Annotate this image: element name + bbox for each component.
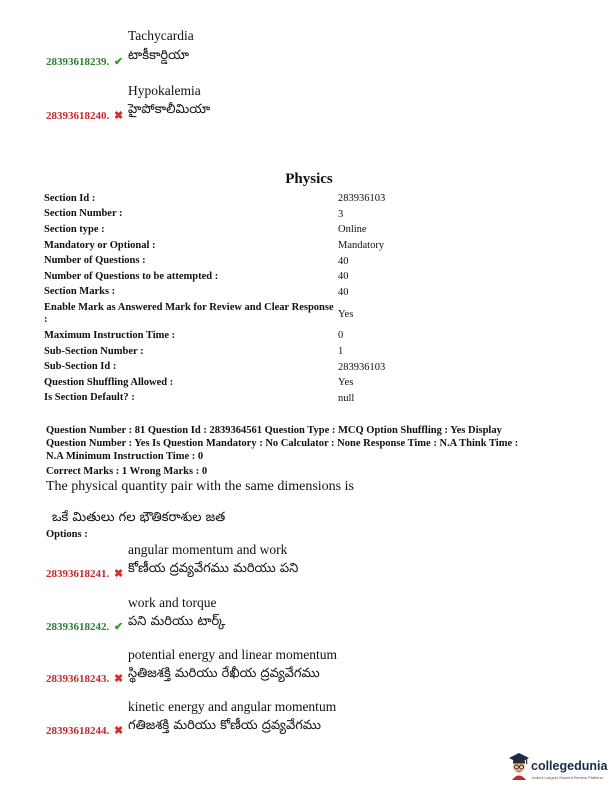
table-row: Enable Mark as Answered Mark for Review and Clear Response : Yes — [44, 302, 354, 326]
option-id: 28393618240. — [46, 110, 110, 122]
option-id: 28393618241. — [46, 568, 110, 580]
table-row: Number of Questions to be attempted : 40 — [44, 270, 349, 283]
option-id: 28393618242. — [46, 621, 110, 633]
collegedunia-logo — [508, 752, 608, 786]
table-row: Maximum Instruction Time : 0 — [44, 329, 344, 342]
option-id: 28393618244. — [46, 725, 110, 737]
option-text-en: Hypokalemia — [128, 83, 201, 98]
correct-check-icon: ✔ — [114, 56, 124, 68]
wrong-cross-icon: ✖ — [114, 673, 124, 685]
correct-check-icon: ✔ — [114, 621, 124, 633]
table-row: Mandatory or Optional : Mandatory — [44, 239, 385, 252]
logo-tagline: India's Largest Student Review Platform — [532, 775, 604, 780]
table-row: Section type : Online — [44, 223, 367, 236]
table-row: Section Marks : 40 — [44, 286, 349, 298]
option-text-en: kinetic energy and angular momentum — [128, 699, 337, 714]
options-label: Options : — [46, 529, 88, 540]
question-meta: Question Number : 81 Question Id : 2839364561 Question Type : MCQ Option Shuffling : Yes Display Question Number : Yes Is Question Mandatory : No Calculator : None Response Time : N.A Think Time : N.A Minimum Instruction Time : 0 — [46, 425, 519, 462]
section-info-table — [44, 191, 385, 406]
wrong-cross-icon: ✖ — [114, 110, 124, 122]
logo-name: collegedunia — [531, 759, 608, 773]
option-text-en: angular momentum and work — [128, 542, 288, 557]
wrong-cross-icon: ✖ — [114, 725, 124, 737]
option-text-en: work and torque — [128, 595, 217, 610]
option-id: 28393618243. — [46, 673, 110, 685]
option-text-te: స్థితిజశక్తి మరియు రేఖీయ ద్రవ్యవేగము — [128, 666, 320, 681]
question-text-te: ఒకే మితులు గల భౌతికరాశుల జత — [52, 510, 226, 525]
option-text-te: కోణీయ ద్రవ్యవేగము మరియు పని — [128, 561, 299, 576]
option-id: 28393618239. — [46, 56, 110, 68]
table-row: Number of Questions : 40 — [44, 255, 349, 267]
table-row: Is Section Default? : null — [44, 392, 355, 404]
question-text-en: The physical quantity pair with the same dimensions is — [46, 479, 354, 494]
option-text-en: Tachycardia — [128, 28, 194, 43]
table-row: Section Id : 283936103 — [44, 192, 386, 205]
wrong-cross-icon: ✖ — [114, 568, 124, 580]
table-row: Section Number : 3 — [44, 208, 344, 220]
option-text-te: పని మరియు టార్క్ — [128, 614, 226, 629]
option-text-te: గతిజశక్తి మరియు కోణీయ ద్రవ్యవేగము — [128, 718, 322, 733]
table-row: Sub-Section Number : 1 — [44, 345, 344, 358]
section-title: Physics — [285, 171, 333, 187]
question-marks: Correct Marks : 1 Wrong Marks : 0 — [46, 466, 208, 477]
option-text-te: టాకీకార్డియా — [128, 48, 189, 63]
option-text-en: potential energy and linear momentum — [128, 647, 337, 662]
table-row: Question Shuffling Allowed : Yes — [44, 376, 354, 389]
table-row: Sub-Section Id : 283936103 — [44, 361, 386, 373]
student-mascot-icon — [508, 752, 530, 780]
option-text-te: హైపోకాలీమియా — [128, 102, 211, 117]
